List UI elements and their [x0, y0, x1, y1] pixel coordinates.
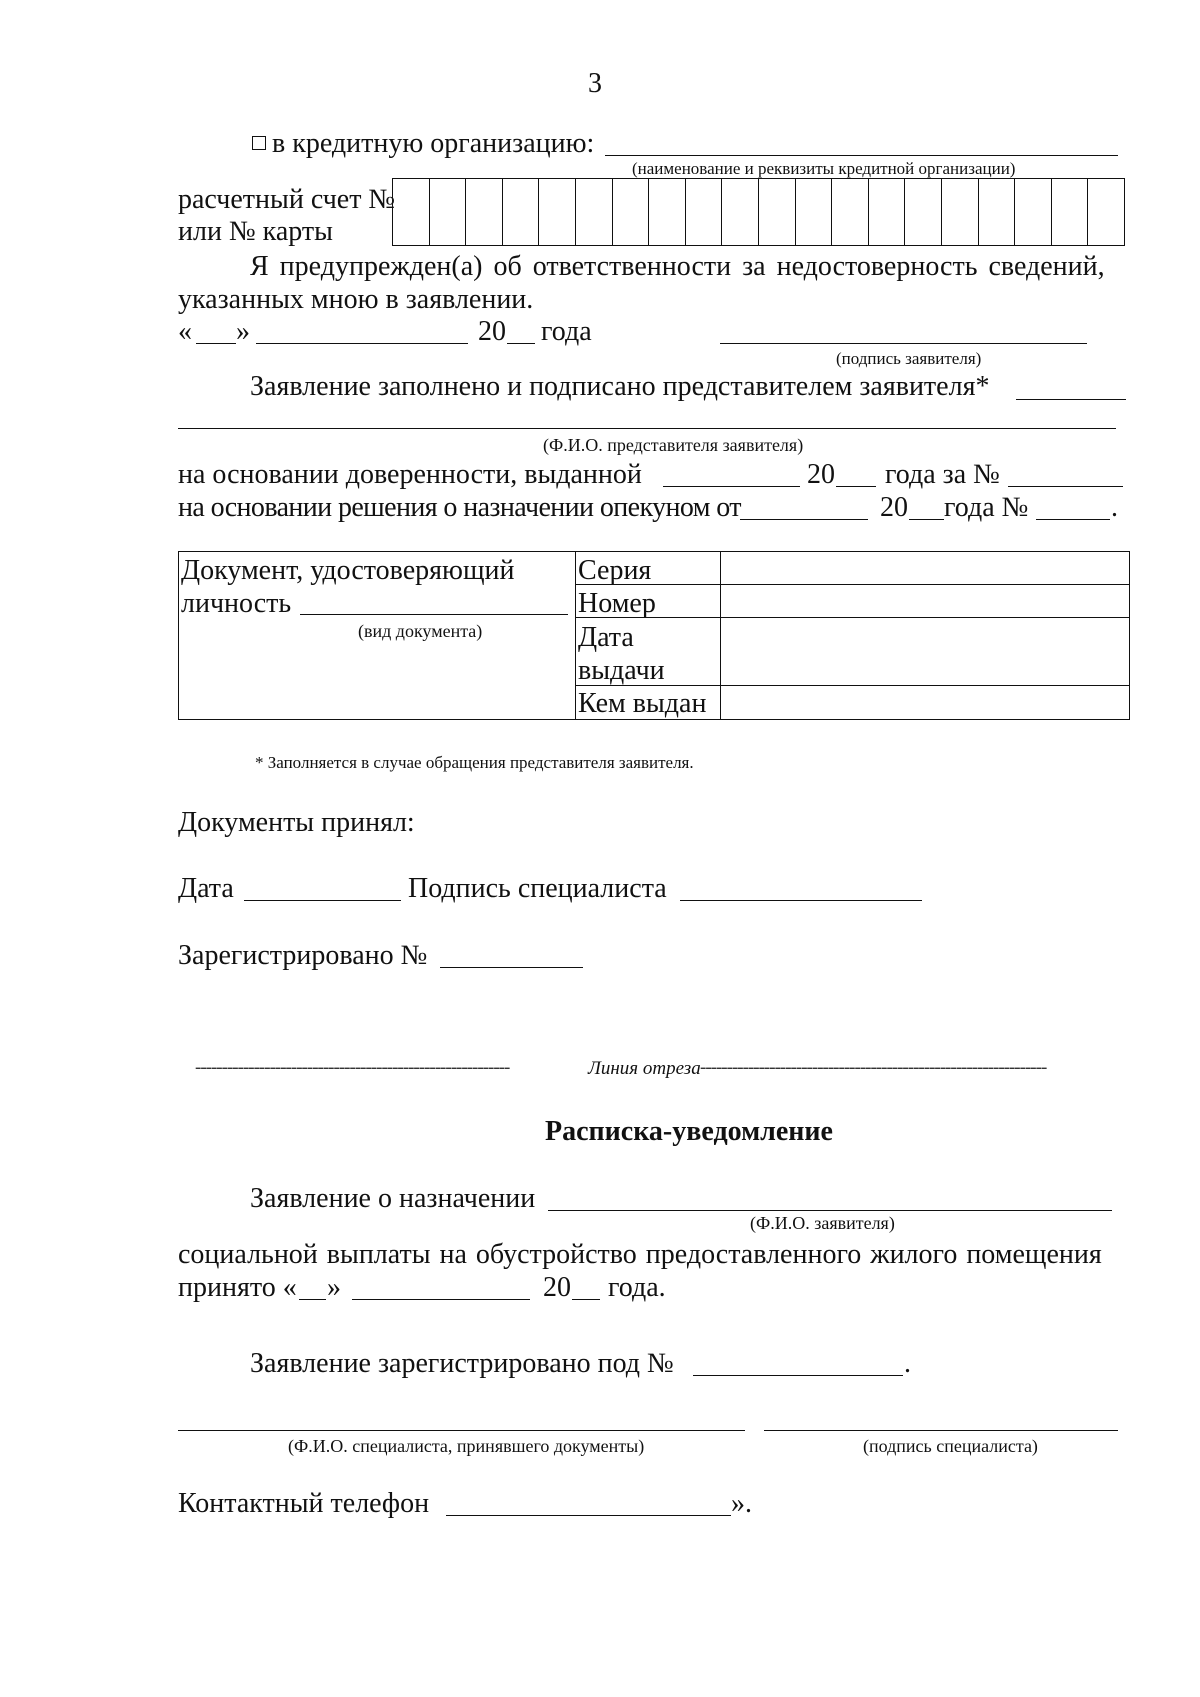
- guardian-number-line[interactable]: [1036, 519, 1110, 520]
- id-number-field[interactable]: [722, 586, 1128, 616]
- received-date-label: Дата: [178, 873, 234, 904]
- id-row-series: Серия: [578, 555, 652, 586]
- accepted-month-line[interactable]: [352, 1299, 530, 1300]
- bank-name-line[interactable]: [605, 155, 1118, 156]
- representative-mark-line[interactable]: [1016, 399, 1126, 400]
- guardian-date-line[interactable]: [740, 519, 868, 520]
- specialist-signature-line[interactable]: [764, 1430, 1118, 1431]
- representative-caption: (Ф.И.О. представителя заявителя): [543, 435, 804, 455]
- power-year-line[interactable]: [836, 486, 876, 487]
- date-year-suffix: года: [541, 316, 592, 347]
- receipt-registered-label: Заявление зарегистрировано под №: [250, 1348, 674, 1379]
- account-cell[interactable]: [465, 179, 502, 245]
- account-cell[interactable]: [978, 179, 1015, 245]
- id-row-number: Номер: [578, 588, 656, 619]
- id-doc-caption: (вид документа): [358, 621, 483, 641]
- specialist-name-line[interactable]: [178, 1430, 745, 1431]
- registered-label: Зарегистрировано №: [178, 940, 428, 971]
- purpose-line: социальной выплаты на обустройство предоставленного жилого помещения: [178, 1239, 1102, 1270]
- guardian-end: .: [1111, 492, 1118, 523]
- guardian-year: 20: [880, 492, 908, 523]
- date-open-quote: «: [178, 316, 192, 347]
- id-row-date: Дата: [578, 622, 634, 653]
- date-close-quote: »: [236, 316, 250, 347]
- cut-line-left: -----------------------------------------------------------: [195, 1057, 510, 1078]
- account-cell[interactable]: [685, 179, 722, 245]
- phone-end: ».: [731, 1488, 752, 1519]
- specialist-signature-caption: (подпись специалиста): [863, 1436, 1038, 1456]
- account-cell[interactable]: [575, 179, 612, 245]
- id-date-field[interactable]: [722, 619, 1128, 684]
- date-year-prefix: 20: [478, 316, 506, 347]
- account-cell[interactable]: [502, 179, 539, 245]
- account-cell[interactable]: [612, 179, 649, 245]
- account-cell[interactable]: [393, 179, 429, 245]
- accepted-year-line[interactable]: [572, 1299, 600, 1300]
- received-signature-label: Подпись специалиста: [408, 873, 667, 904]
- warning-line-2: указанных мною в заявлении.: [178, 284, 534, 315]
- id-doc-label-2: личность: [181, 588, 292, 619]
- received-signature-line[interactable]: [680, 900, 922, 901]
- date-year-line[interactable]: [507, 343, 535, 344]
- id-issued-by-field[interactable]: [722, 687, 1128, 718]
- account-cell[interactable]: [1051, 179, 1088, 245]
- accepted-day-line[interactable]: [299, 1299, 326, 1300]
- account-cell[interactable]: [648, 179, 685, 245]
- account-cell[interactable]: [904, 179, 941, 245]
- footnote: * Заполняется в случае обращения представителя заявителя.: [255, 753, 694, 772]
- receipt-registered-end: .: [904, 1348, 911, 1379]
- bank-option[interactable]: [252, 130, 594, 158]
- id-doc-label-1: Документ, удостоверяющий: [181, 555, 515, 586]
- received-title: Документы принял:: [178, 807, 415, 838]
- cut-line-label: Линия отреза: [588, 1058, 701, 1079]
- account-cell[interactable]: [831, 179, 868, 245]
- bank-label: в кредитную организацию:: [272, 128, 595, 159]
- account-cell[interactable]: [868, 179, 905, 245]
- checkbox-icon[interactable]: [252, 136, 266, 150]
- bank-caption: (наименование и реквизиты кредитной организации): [632, 159, 1016, 178]
- guardian-number-label: года №: [944, 492, 1029, 523]
- accepted-year-suffix: года.: [608, 1272, 666, 1303]
- id-table-divider: [720, 551, 721, 720]
- account-cell[interactable]: [1087, 179, 1124, 245]
- account-cell[interactable]: [795, 179, 832, 245]
- id-table-divider: [575, 551, 576, 720]
- statement-applicant-line[interactable]: [548, 1210, 1112, 1211]
- applicant-signature-line[interactable]: [720, 343, 1087, 344]
- power-date-line[interactable]: [663, 486, 800, 487]
- accepted-close-quote: »: [327, 1272, 341, 1303]
- id-series-field[interactable]: [722, 553, 1128, 583]
- representative-label: Заявление заполнено и подписано представителем заявителя*: [250, 371, 990, 402]
- account-cell[interactable]: [721, 179, 758, 245]
- warning-line-1: Я предупрежден(а) об ответственности за недостоверность сведений,: [250, 251, 1105, 282]
- account-cell[interactable]: [1014, 179, 1051, 245]
- account-cell[interactable]: [429, 179, 466, 245]
- guardian-label: на основании решения о назначении опекуном от: [178, 492, 741, 523]
- power-number-label: года за №: [885, 459, 1000, 490]
- date-day-line[interactable]: [196, 343, 236, 344]
- id-table-row-line: [575, 584, 1130, 585]
- page-number: 3: [588, 68, 602, 99]
- accepted-year: 20: [543, 1272, 571, 1303]
- accepted-label: принято «: [178, 1272, 297, 1303]
- phone-line[interactable]: [446, 1515, 731, 1516]
- phone-label: Контактный телефон: [178, 1488, 430, 1519]
- receipt-title: Расписка-уведомление: [545, 1116, 833, 1147]
- account-label-2: или № карты: [178, 216, 333, 247]
- account-label-1: расчетный счет №: [178, 184, 396, 215]
- power-of-attorney-label: на основании доверенности, выданной: [178, 459, 642, 490]
- account-cell[interactable]: [538, 179, 575, 245]
- power-year: 20: [807, 459, 835, 490]
- id-row-issued-by: Кем выдан: [578, 688, 707, 719]
- date-month-line[interactable]: [256, 343, 468, 344]
- receipt-registered-line[interactable]: [693, 1375, 903, 1376]
- statement-label: Заявление о назначении: [250, 1183, 536, 1214]
- id-doc-type-line[interactable]: [300, 614, 568, 615]
- applicant-signature-caption: (подпись заявителя): [836, 349, 982, 368]
- power-number-line[interactable]: [1008, 486, 1123, 487]
- received-date-line[interactable]: [244, 900, 401, 901]
- guardian-year-line[interactable]: [909, 519, 944, 520]
- account-cell[interactable]: [758, 179, 795, 245]
- cut-line-right: -----------------------------------------------------------------: [700, 1057, 1047, 1078]
- id-row-date-issue: выдачи: [578, 655, 665, 686]
- applicant-caption: (Ф.И.О. заявителя): [750, 1213, 895, 1233]
- representative-name-line[interactable]: [178, 428, 1116, 429]
- registered-number-line[interactable]: [440, 967, 583, 968]
- account-cell[interactable]: [941, 179, 978, 245]
- account-number-grid[interactable]: [392, 178, 1125, 246]
- id-table-row-line: [575, 617, 1130, 618]
- specialist-caption: (Ф.И.О. специалиста, принявшего документы): [288, 1436, 645, 1456]
